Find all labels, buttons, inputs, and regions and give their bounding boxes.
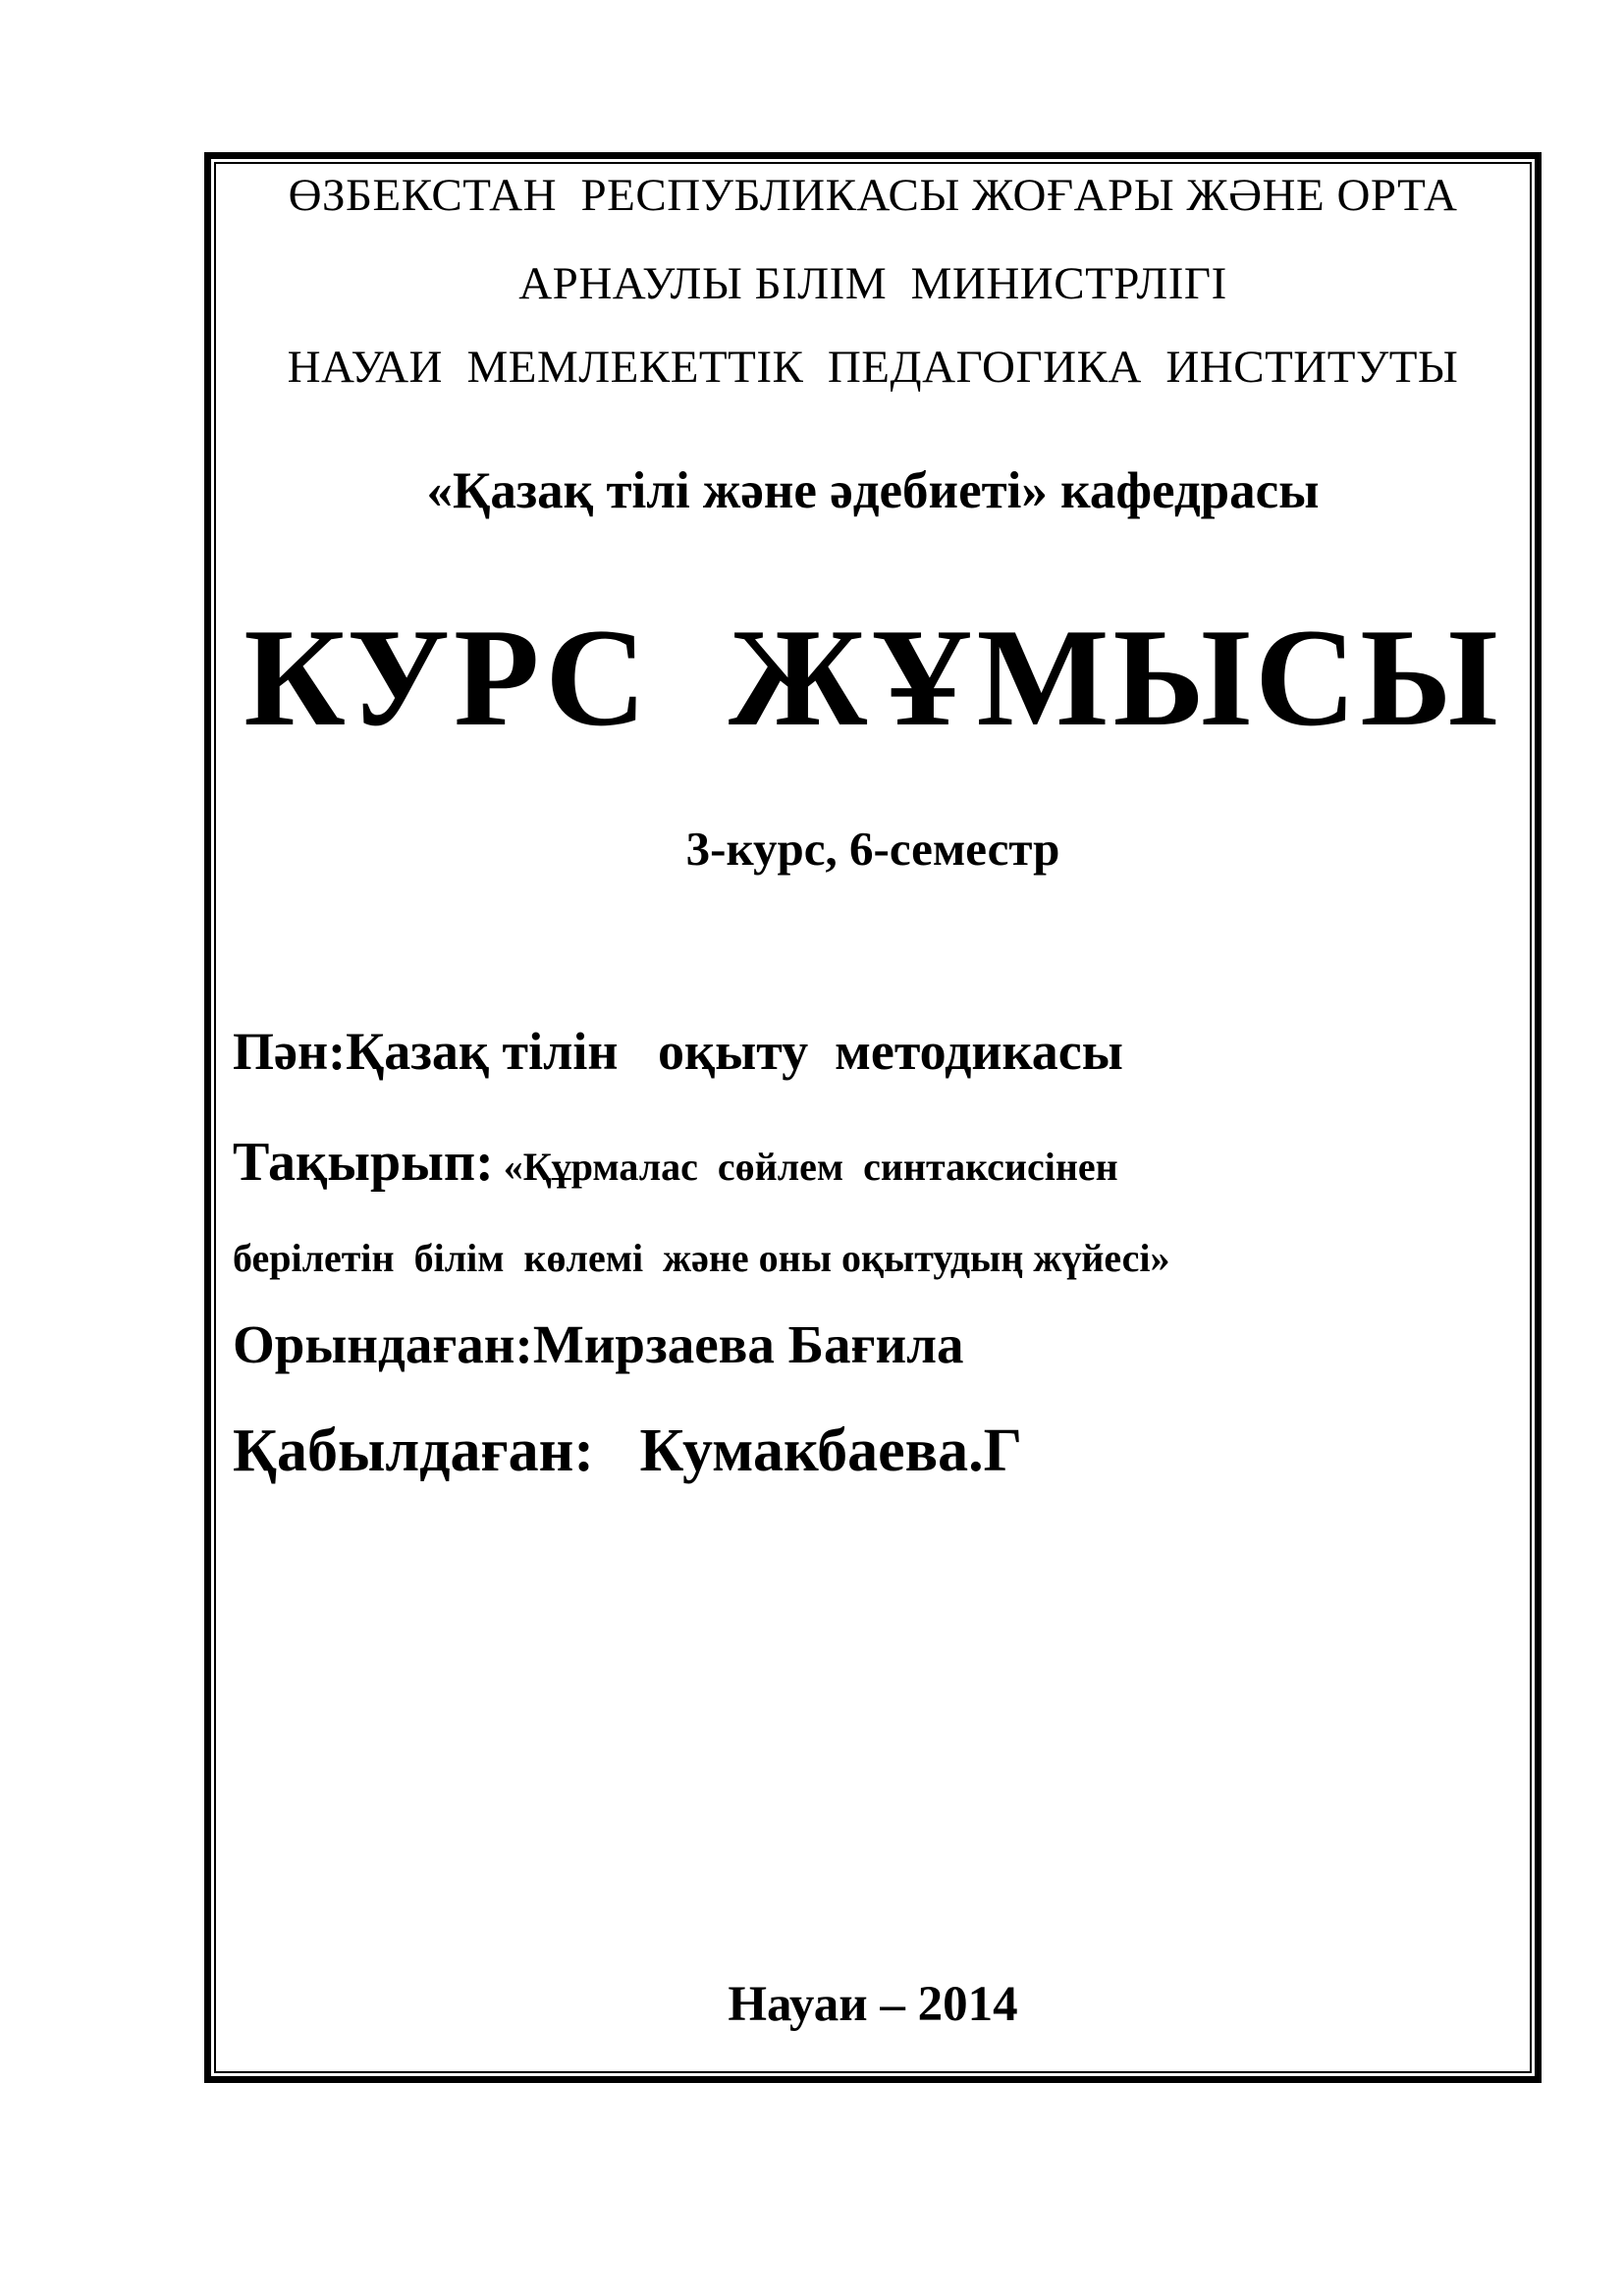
department-name: «Қазақ тілі және әдебиеті» кафедрасы <box>426 462 1320 519</box>
header-institute-line: НАУАИ МЕМЛЕКЕТТІК ПЕДАГОГИКА ИНСТИТУТЫ <box>287 342 1459 393</box>
course-semester: 3-курс, 6-семестр <box>685 822 1060 876</box>
performer-label: Орындаған: <box>233 1314 533 1374</box>
topic-row <box>233 1131 1118 1194</box>
topic-line-1: «Құрмалас сөйлем синтаксисінен <box>493 1145 1118 1189</box>
document-title: КУРС ЖҰМЫСЫ <box>244 600 1502 755</box>
header-ministry-line-2: АРНАУЛЫ БІЛІМ МИНИСТРЛІГІ <box>518 258 1227 309</box>
subject-label: Пән: <box>233 1022 347 1081</box>
performer-value: Мирзаева Бағила <box>532 1314 964 1374</box>
topic-line-2: берілетін білім көлемі және оны оқытудың жүйесі» <box>233 1236 1170 1280</box>
accepted-label: Қабылдаған: <box>233 1417 595 1484</box>
accepted-row <box>233 1416 1022 1486</box>
place-and-year: Науаи – 2014 <box>728 1977 1018 2032</box>
page-border-inner <box>214 162 1532 2073</box>
subject-row <box>233 1021 1123 1082</box>
accepted-value: Кумакбаева.Г <box>594 1417 1023 1484</box>
header-ministry-line-1: ӨЗБЕКСТАН РЕСПУБЛИКАСЫ ЖОҒАРЫ ЖӘНЕ ОРТА <box>288 170 1458 221</box>
subject-value: Қазақ тілін оқыту методикасы <box>346 1022 1123 1081</box>
performer-row <box>233 1313 964 1375</box>
topic-label: Тақырып: <box>233 1132 494 1193</box>
